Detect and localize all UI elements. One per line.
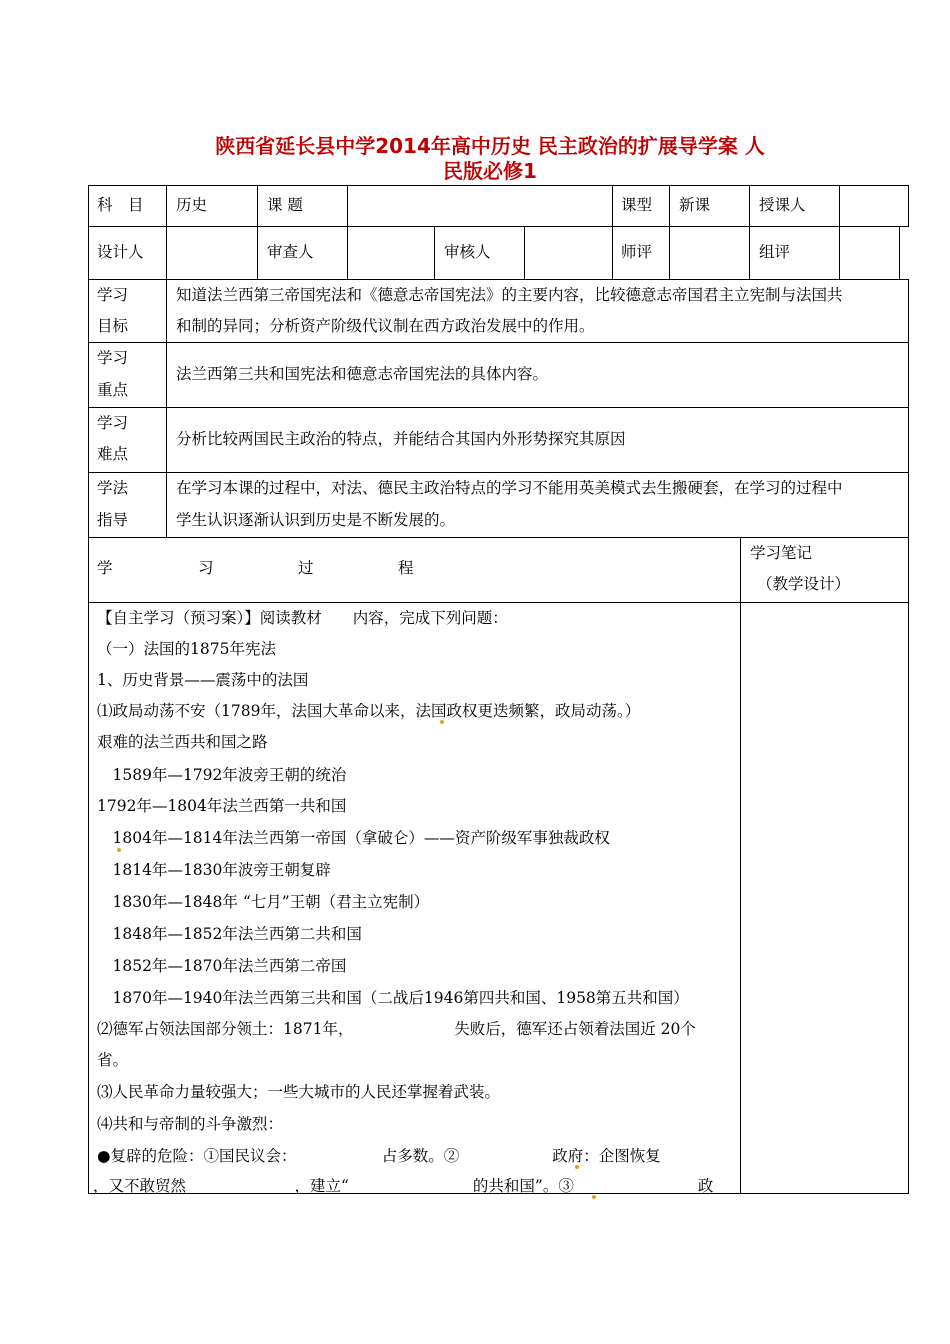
process-char-2: 习 — [198, 559, 214, 577]
process-char-1: 学 — [97, 559, 113, 577]
section-text-4a: 在学习本课的过程中，对法、德民主政治特点的学习不能用英美模式去生搬硬套，在学习的过程中 — [176, 479, 843, 497]
section-label-1a: 学习 — [97, 286, 129, 304]
body-line: ⑷共和与帝制的斗争激烈： — [97, 1115, 284, 1133]
section-text-2a: 法兰西第三共和国宪法和德意志帝国宪法的具体内容。 — [176, 365, 549, 383]
teacher-label: 授课人 — [759, 196, 806, 214]
body-line: 1792年—1804年法兰西第一共和国 — [97, 797, 347, 815]
mark-dot — [575, 1157, 579, 1175]
title-line-2: 民版必修1 — [443, 159, 537, 183]
section-text-4b: 学生认识逐渐认识到历史是不断发展的。 — [176, 511, 456, 529]
section-text-1a: 知道法兰西第三帝国宪法和《德意志帝国宪法》的主要内容，比较德意志帝国君主立宪制与法国共 — [176, 286, 843, 304]
mark-dot — [592, 1187, 596, 1205]
section-label-3b: 难点 — [97, 445, 129, 463]
body-line: 1814年—1830年波旁王朝复辟 — [97, 861, 331, 879]
body-line: 省。 — [97, 1051, 129, 1069]
section-label-2b: 重点 — [97, 381, 129, 399]
body-line: 1804年—1814年法兰西第一帝国（拿破仑）——资产阶级军事独裁政权 — [97, 829, 610, 847]
body-line: ⑶人民革命力量较强大；一些大城市的人民还掌握着武装。 — [97, 1083, 501, 1101]
type-label: 课型 — [621, 196, 653, 214]
mark-dot — [117, 840, 121, 858]
body-line: ⑵德军占领法国部分领土：1871年， 失败后，德军还占领着法国近 20个 — [97, 1020, 696, 1038]
body-line: 1852年—1870年法兰西第二帝国 — [97, 957, 347, 975]
section-label-4b: 指导 — [97, 511, 129, 529]
section-text-3a: 分析比较两国民主政治的特点，并能结合其国内外形势探究其原因 — [176, 430, 626, 448]
body-line: 艰难的法兰西共和国之路 — [97, 733, 268, 751]
body-line: 1830年—1848年 “七月”王朝（君主立宪制） — [97, 893, 430, 911]
section-label-2a: 学习 — [97, 349, 129, 367]
subject-label: 科 目 — [97, 196, 144, 214]
body-line: 1、历史背景——震荡中的法国 — [97, 671, 309, 689]
reviewer-label: 审查人 — [267, 243, 314, 261]
type-value: 新课 — [679, 196, 711, 214]
notes-label: 学习笔记 — [750, 544, 813, 562]
section-text-1b: 和制的异同；分析资产阶级代议制在西方政治发展中的作用。 — [176, 317, 595, 335]
notes-sub: （教学设计） — [757, 575, 851, 593]
body-line: ●复辟的危险：①国民议会： 占多数。② 政府：企图恢复 — [97, 1147, 661, 1165]
topic-label: 课 题 — [267, 196, 303, 214]
section-label-1b: 目标 — [97, 317, 129, 335]
checker-label: 审核人 — [444, 243, 491, 261]
title-line-1: 陕西省延长县中学2014年高中历史 民主政治的扩展导学案 人 — [215, 134, 765, 158]
body-line: 1589年—1792年波旁王朝的统治 — [97, 766, 347, 784]
body-line: 1848年—1852年法兰西第二共和国 — [97, 925, 362, 943]
subject-value: 历史 — [176, 196, 208, 214]
section-label-3a: 学习 — [97, 414, 129, 432]
group-comment-label: 组评 — [759, 243, 791, 261]
body-line: 【自主学习（预习案）】阅读教材 内容，完成下列问题： — [97, 609, 508, 627]
body-line: ，又不敢贸然 ，建立“ 的共和国”。③ 政 — [93, 1177, 714, 1195]
designer-label: 设计人 — [97, 243, 144, 261]
body-line: 1870年—1940年法兰西第三共和国（二战后1946第四共和国、1958第五共和国） — [97, 989, 689, 1007]
section-label-4a: 学法 — [97, 479, 129, 497]
process-char-3: 过 — [298, 559, 314, 577]
mark-dot — [440, 712, 444, 730]
teacher-comment-label: 师评 — [621, 243, 653, 261]
process-char-4: 程 — [398, 559, 414, 577]
body-line: （一）法国的1875年宪法 — [97, 640, 276, 658]
document-title — [150, 134, 830, 184]
body-line: ⑴政局动荡不安（1789年，法国大革命以来，法国政权更迭频繁，政局动荡。） — [97, 702, 641, 720]
